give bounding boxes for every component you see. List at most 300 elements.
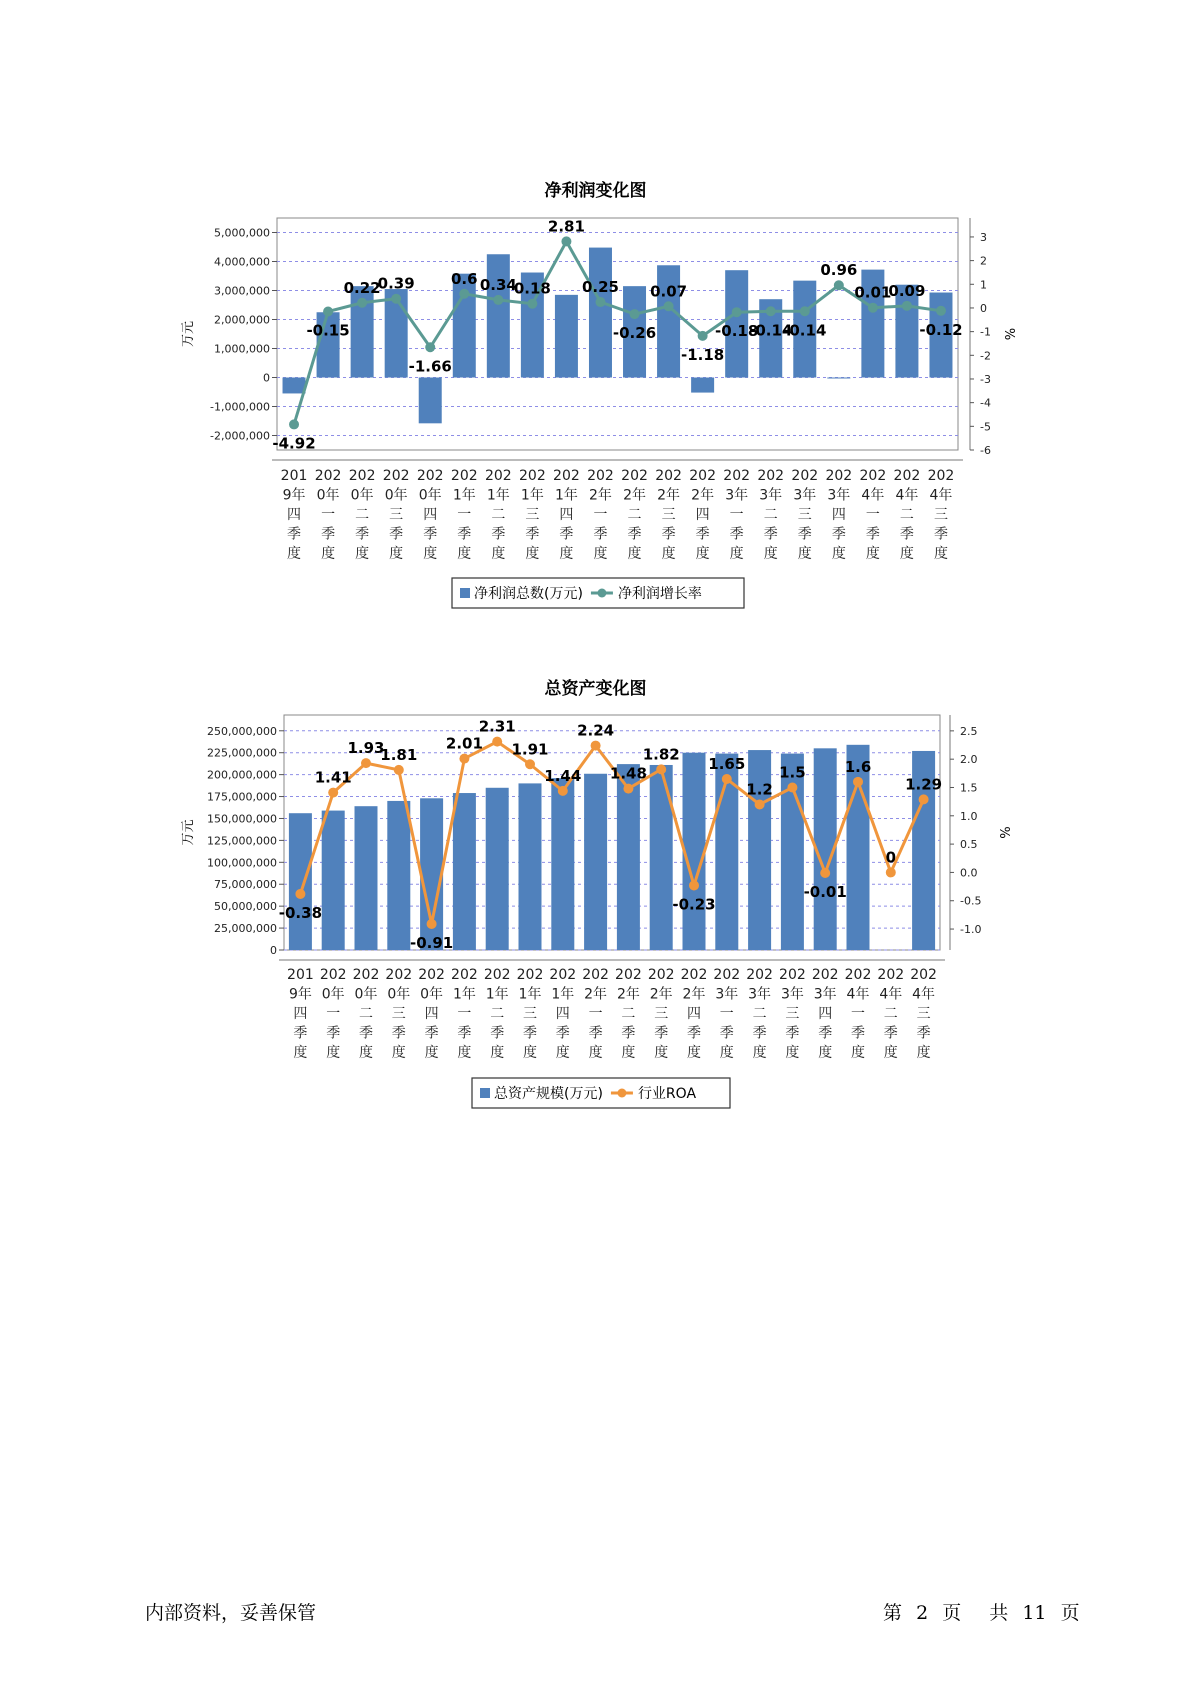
x-tick-label: 2年	[623, 487, 646, 504]
y-right-tick-label: 0.5	[960, 838, 978, 852]
x-tick-label: 四	[831, 507, 846, 523]
x-tick-label: 0年	[420, 986, 444, 1003]
y-right-axis-label: %	[1001, 327, 1016, 341]
data-label: 1.2	[746, 780, 773, 799]
data-label: -0.18	[715, 322, 759, 341]
data-label: -0.14	[749, 321, 793, 340]
y-right-tick-label: 1.5	[960, 781, 978, 795]
x-tick-label: 二	[899, 507, 914, 523]
x-tick-label: 度	[490, 1045, 505, 1061]
data-label: 0.09	[888, 281, 926, 300]
data-label: -4.92	[272, 434, 316, 453]
bar	[486, 788, 509, 950]
x-tick-label: 9年	[288, 986, 312, 1003]
legend-bar-swatch	[480, 1088, 490, 1098]
y-left-tick-label: 0	[270, 944, 277, 957]
y-left-tick-label: 250,000,000	[207, 724, 277, 738]
line-point	[853, 777, 863, 787]
x-tick-label: 0年	[350, 487, 374, 504]
x-tick-label: 三	[916, 1006, 931, 1022]
x-tick-label: 季	[559, 526, 574, 543]
line-point	[425, 342, 435, 352]
chart2-title: 总资产变化图	[544, 679, 647, 699]
x-tick-label: 202	[859, 468, 887, 484]
line-point	[656, 764, 666, 774]
x-tick-label: 度	[851, 1045, 865, 1061]
line-point	[787, 782, 797, 792]
y-left-tick-label: 200,000,000	[207, 768, 277, 782]
bar	[827, 378, 850, 379]
x-tick-label: 四	[687, 1006, 701, 1022]
x-tick-label: 季	[491, 526, 506, 543]
x-tick-label: 201	[287, 967, 314, 983]
footer-page-prefix: 第	[883, 1602, 903, 1624]
footer-page-total: 11	[1022, 1602, 1047, 1624]
x-tick-label: 0年	[387, 986, 411, 1003]
x-tick-label: 季	[355, 526, 370, 543]
x-tick-label: 二	[355, 507, 370, 523]
data-label: -0.91	[409, 933, 454, 952]
line-point	[902, 301, 912, 311]
line-point	[525, 759, 535, 769]
x-tick-label: 三	[389, 507, 404, 523]
bar	[551, 778, 574, 950]
x-tick-label: 二	[621, 1006, 636, 1022]
line-point	[394, 765, 404, 775]
x-tick-label: 3年	[759, 487, 783, 504]
y-right-tick-label: 2.0	[960, 753, 978, 767]
data-label: 1.29	[905, 775, 943, 794]
bar	[584, 774, 607, 950]
line-point	[357, 298, 367, 308]
y-left-tick-label: 4,000,000	[214, 255, 270, 269]
x-tick-label: 3年	[780, 986, 804, 1003]
data-label: 0.6	[450, 269, 478, 288]
y-right-tick-label: -0.5	[960, 894, 982, 908]
y-right-tick-label: 0.0	[960, 866, 978, 880]
x-tick-label: 度	[865, 546, 880, 562]
y-left-tick-label: 75,000,000	[214, 878, 277, 892]
y-left-tick-label: 50,000,000	[214, 900, 277, 914]
legend-line-label: 净利润增长率	[617, 586, 702, 602]
x-tick-label: 202	[689, 468, 716, 484]
data-label: 0.96	[820, 261, 858, 280]
y-left-tick-label: 150,000,000	[207, 812, 277, 826]
line-point	[561, 236, 571, 246]
x-tick-label: 2年	[649, 986, 673, 1003]
data-label: 1.5	[779, 763, 806, 782]
x-tick-label: 度	[457, 546, 472, 562]
bar	[691, 378, 714, 393]
x-tick-label: 度	[627, 546, 642, 562]
bar	[589, 248, 612, 378]
x-tick-label: 季	[457, 1025, 472, 1042]
x-tick-label: 度	[654, 1045, 669, 1061]
legend-bar-label: 总资产规模(万元)	[494, 1086, 603, 1102]
y-right-tick-label: -2	[980, 349, 991, 363]
y-right-tick-label: 1	[980, 278, 987, 292]
line-point	[328, 788, 338, 798]
x-tick-label: 0年	[384, 487, 408, 504]
data-label: -1.66	[408, 357, 452, 376]
x-tick-label: 三	[525, 507, 540, 523]
data-label: 1.6	[844, 757, 872, 776]
x-tick-label: 一	[321, 507, 336, 523]
x-tick-label: 季	[593, 526, 608, 543]
line-point	[755, 799, 765, 809]
x-tick-label: 一	[457, 507, 472, 523]
x-tick-label: 1年	[452, 487, 476, 504]
x-tick-label: 202	[927, 468, 955, 484]
x-tick-label: 202	[582, 967, 609, 983]
y-left-tick-label: 225,000,000	[207, 746, 277, 760]
data-label: 0.34	[479, 275, 517, 294]
y-left-tick-label: 1,000,000	[214, 342, 270, 356]
x-tick-label: 202	[615, 967, 642, 983]
line-point	[492, 737, 502, 747]
x-tick-label: 度	[785, 1045, 800, 1061]
x-tick-label: 季	[865, 526, 880, 543]
line-point	[698, 331, 708, 341]
x-tick-label: 202	[348, 468, 376, 484]
y-left-tick-label: -2,000,000	[210, 429, 270, 443]
x-tick-label: 一	[588, 1006, 603, 1022]
x-tick-label: 202	[352, 967, 380, 983]
x-tick-label: 202	[382, 468, 410, 484]
x-tick-label: 4年	[895, 487, 919, 504]
x-tick-label: 四	[423, 507, 438, 523]
x-tick-label: 季	[916, 1025, 931, 1042]
data-label: 1.82	[642, 745, 680, 764]
x-tick-label: 3年	[827, 487, 851, 504]
x-tick-label: 2年	[682, 986, 706, 1003]
footer-page-suffix: 页	[1060, 1602, 1080, 1624]
x-tick-label: 季	[359, 1025, 373, 1042]
y-right-tick-label: -1.0	[960, 923, 982, 937]
x-tick-label: 二	[752, 1006, 767, 1022]
x-tick-label: 度	[525, 546, 540, 562]
x-tick-label: 度	[424, 1045, 439, 1061]
line-point	[427, 919, 437, 929]
x-tick-label: 季	[523, 1025, 537, 1042]
y-left-tick-label: 2,000,000	[214, 313, 270, 327]
x-tick-label: 202	[319, 967, 347, 983]
x-tick-label: 季	[831, 526, 846, 543]
data-label: 0.39	[377, 274, 415, 293]
data-label: 0.07	[650, 282, 688, 301]
x-tick-label: 度	[729, 546, 744, 562]
x-tick-label: 四	[424, 1006, 439, 1022]
x-tick-label: 三	[523, 1006, 537, 1022]
data-label: 1.44	[544, 766, 582, 785]
x-tick-label: 1年	[518, 986, 542, 1003]
x-tick-label: 3年	[725, 487, 749, 504]
x-tick-label: 202	[877, 967, 905, 983]
y-left-tick-label: 5,000,000	[214, 226, 270, 240]
x-tick-label: 度	[831, 546, 846, 562]
x-tick-label: 202	[553, 468, 580, 484]
data-label: -0.26	[612, 324, 657, 343]
line-point	[595, 297, 605, 307]
y-right-tick-label: 0	[980, 301, 987, 315]
data-label: 2.31	[478, 717, 516, 736]
x-tick-label: 季	[851, 1025, 865, 1042]
x-tick-label: 季	[729, 526, 744, 543]
bar	[283, 378, 306, 394]
data-label: 2.81	[547, 217, 585, 236]
x-tick-label: 季	[883, 1025, 898, 1042]
x-tick-label: 度	[559, 546, 574, 562]
x-tick-label: 度	[593, 546, 608, 562]
data-label: 1.81	[380, 745, 418, 764]
x-tick-label: 4年	[861, 487, 885, 504]
line-point	[766, 306, 776, 316]
x-tick-label: 四	[559, 507, 574, 523]
line-point	[289, 419, 299, 429]
x-tick-label: 四	[293, 1006, 308, 1022]
x-tick-label: 202	[587, 468, 614, 484]
footer-total-prefix: 共	[989, 1602, 1009, 1624]
x-tick-label: 度	[899, 546, 914, 562]
data-label: -0.23	[672, 895, 716, 914]
line-point	[722, 774, 732, 784]
x-tick-label: 季	[719, 1025, 734, 1042]
x-tick-label: 2年	[589, 487, 612, 504]
y-right-tick-label: 1.0	[960, 809, 978, 823]
x-tick-label: 202	[519, 468, 546, 484]
x-tick-label: 度	[287, 546, 302, 562]
line-point	[361, 758, 371, 768]
x-tick-label: 度	[883, 1045, 898, 1061]
data-label: -1.18	[681, 345, 725, 364]
x-tick-label: 度	[933, 546, 948, 562]
line-point	[391, 294, 401, 304]
y-right-tick-label: 2	[980, 254, 987, 268]
x-tick-label: 三	[661, 507, 676, 523]
data-label: 2.01	[445, 734, 483, 753]
line-point	[630, 309, 640, 319]
y-right-tick-label: 2.5	[960, 724, 978, 738]
bar	[289, 813, 312, 950]
x-tick-label: 季	[818, 1025, 833, 1042]
bar	[487, 254, 510, 377]
legend-line-marker	[597, 589, 606, 598]
x-tick-label: 二	[627, 507, 642, 523]
x-tick-label: 202	[418, 967, 445, 983]
x-tick-label: 3年	[748, 986, 772, 1003]
line-point	[591, 741, 601, 751]
footer-confidential-note: 内部资料，妥善保管	[145, 1602, 317, 1624]
x-tick-label: 度	[719, 1045, 734, 1061]
x-tick-label: 季	[457, 526, 472, 543]
x-tick-label: 202	[723, 468, 751, 484]
chart-total-assets	[0, 698, 1191, 1128]
line-point	[919, 794, 929, 804]
x-tick-label: 2年	[657, 487, 681, 504]
y-right-axis-label: %	[996, 826, 1011, 839]
x-tick-label: 度	[588, 1045, 603, 1061]
x-tick-label: 季	[785, 1025, 800, 1042]
x-tick-label: 度	[391, 1045, 406, 1061]
x-tick-label: 季	[933, 526, 948, 543]
x-tick-label: 度	[687, 1045, 701, 1061]
x-tick-label: 202	[647, 967, 675, 983]
chart-net-profit	[0, 200, 1191, 630]
x-tick-label: 三	[654, 1006, 669, 1022]
x-tick-label: 季	[555, 1025, 570, 1042]
x-tick-label: 二	[763, 507, 778, 523]
x-tick-label: 季	[389, 526, 404, 543]
x-tick-label: 202	[757, 468, 785, 484]
x-tick-label: 202	[451, 967, 478, 983]
x-tick-label: 二	[359, 1006, 373, 1022]
x-tick-label: 一	[729, 507, 744, 523]
line-point	[493, 295, 503, 305]
legend-bar-swatch	[460, 588, 470, 598]
x-tick-label: 度	[818, 1045, 833, 1061]
x-tick-label: 季	[490, 1025, 505, 1042]
x-tick-label: 度	[423, 546, 438, 562]
x-tick-label: 4年	[929, 487, 953, 504]
x-tick-label: 度	[491, 546, 506, 562]
x-tick-label: 季	[588, 1025, 603, 1042]
x-tick-label: 度	[326, 1045, 341, 1061]
line-point	[664, 301, 674, 311]
x-tick-label: 季	[763, 526, 778, 543]
x-tick-label: 季	[752, 1025, 767, 1042]
x-tick-label: 202	[516, 967, 544, 983]
x-tick-label: 202	[779, 967, 806, 983]
y-right-tick-label: -5	[980, 420, 991, 434]
x-tick-label: 度	[752, 1045, 767, 1061]
x-tick-label: 一	[593, 507, 608, 523]
x-tick-label: 季	[797, 526, 812, 543]
data-label: -0.01	[803, 882, 847, 901]
x-tick-label: 一	[865, 507, 880, 523]
data-label: 1.91	[511, 740, 549, 759]
legend-line-marker	[617, 1089, 626, 1098]
bar	[519, 783, 542, 950]
bar	[555, 295, 578, 378]
x-tick-label: 202	[385, 967, 413, 983]
x-tick-label: 三	[391, 1006, 406, 1022]
bar	[419, 378, 442, 424]
x-tick-label: 季	[654, 1025, 669, 1042]
x-tick-label: 1年	[551, 986, 575, 1003]
x-tick-label: 四	[818, 1006, 833, 1022]
x-tick-label: 3年	[715, 986, 739, 1003]
x-tick-label: 4年	[879, 986, 903, 1003]
x-tick-label: 度	[763, 546, 778, 562]
y-left-tick-label: 125,000,000	[207, 834, 277, 848]
line-point	[732, 307, 742, 317]
x-tick-label: 季	[391, 1025, 406, 1042]
x-tick-label: 201	[280, 468, 308, 484]
x-tick-label: 三	[797, 507, 812, 523]
x-tick-label: 202	[314, 468, 342, 484]
x-tick-label: 季	[525, 526, 540, 543]
line-point	[323, 307, 333, 317]
x-tick-label: 度	[321, 546, 336, 562]
line-point	[558, 786, 568, 796]
x-tick-label: 度	[389, 546, 404, 562]
x-tick-label: 度	[661, 546, 676, 562]
line-point	[834, 280, 844, 290]
y-left-tick-label: 100,000,000	[207, 856, 277, 870]
line-point	[800, 306, 810, 316]
x-tick-label: 度	[293, 1045, 308, 1061]
line-point	[868, 303, 878, 313]
x-tick-label: 202	[655, 468, 682, 484]
bar	[355, 806, 378, 950]
data-label: -0.14	[783, 321, 827, 340]
x-tick-label: 202	[910, 967, 937, 983]
x-tick-label: 季	[321, 526, 336, 543]
y-left-tick-label: 0	[263, 371, 270, 385]
x-tick-label: 4年	[846, 986, 870, 1003]
y-left-axis-label: 万元	[181, 819, 196, 846]
data-label: 0.25	[581, 278, 619, 297]
data-label: 0.18	[513, 279, 551, 298]
x-tick-label: 3年	[793, 487, 817, 504]
x-tick-label: 四	[695, 507, 710, 523]
data-label: 1.65	[708, 754, 746, 773]
x-tick-label: 四	[287, 507, 302, 523]
x-tick-label: 二	[491, 507, 506, 523]
x-tick-label: 季	[424, 1025, 439, 1042]
x-tick-label: 度	[555, 1045, 570, 1061]
x-tick-label: 1年	[486, 487, 510, 504]
x-tick-label: 季	[423, 526, 438, 543]
x-tick-label: 202	[791, 468, 819, 484]
x-tick-label: 0年	[418, 487, 442, 504]
y-right-tick-label: -6	[980, 444, 991, 457]
x-tick-label: 4年	[912, 986, 936, 1003]
legend-bar-label: 净利润总数(万元)	[474, 586, 583, 602]
y-right-tick-label: 3	[980, 230, 987, 244]
legend-line-label: 行业ROA	[637, 1086, 697, 1102]
x-tick-label: 季	[661, 526, 676, 543]
x-tick-label: 一	[851, 1006, 865, 1022]
y-left-tick-label: 3,000,000	[214, 284, 270, 298]
footer-page-number	[883, 1598, 1080, 1625]
y-left-axis-label: 万元	[181, 320, 196, 348]
x-tick-label: 季	[326, 1025, 341, 1042]
line-point	[886, 867, 896, 877]
x-tick-label: 季	[687, 1025, 701, 1042]
line-point	[527, 299, 537, 309]
x-tick-label: 三	[785, 1006, 800, 1022]
x-tick-label: 202	[844, 967, 872, 983]
y-right-tick-label: -1	[980, 325, 991, 339]
line-point	[936, 306, 946, 316]
x-tick-label: 1年	[520, 487, 544, 504]
chart1-title: 净利润变化图	[544, 181, 647, 201]
x-tick-label: 度	[621, 1045, 636, 1061]
x-tick-label: 季	[899, 526, 914, 543]
x-tick-label: 度	[523, 1045, 537, 1061]
x-tick-label: 202	[549, 967, 577, 983]
data-label: 2.24	[577, 721, 615, 740]
x-tick-label: 一	[326, 1006, 341, 1022]
x-tick-label: 度	[359, 1045, 373, 1061]
x-tick-label: 度	[457, 1045, 472, 1061]
x-tick-label: 二	[883, 1006, 898, 1022]
data-label: -0.15	[306, 321, 350, 340]
line-point	[820, 868, 830, 878]
x-tick-label: 202	[450, 468, 478, 484]
x-tick-label: 度	[916, 1045, 931, 1061]
